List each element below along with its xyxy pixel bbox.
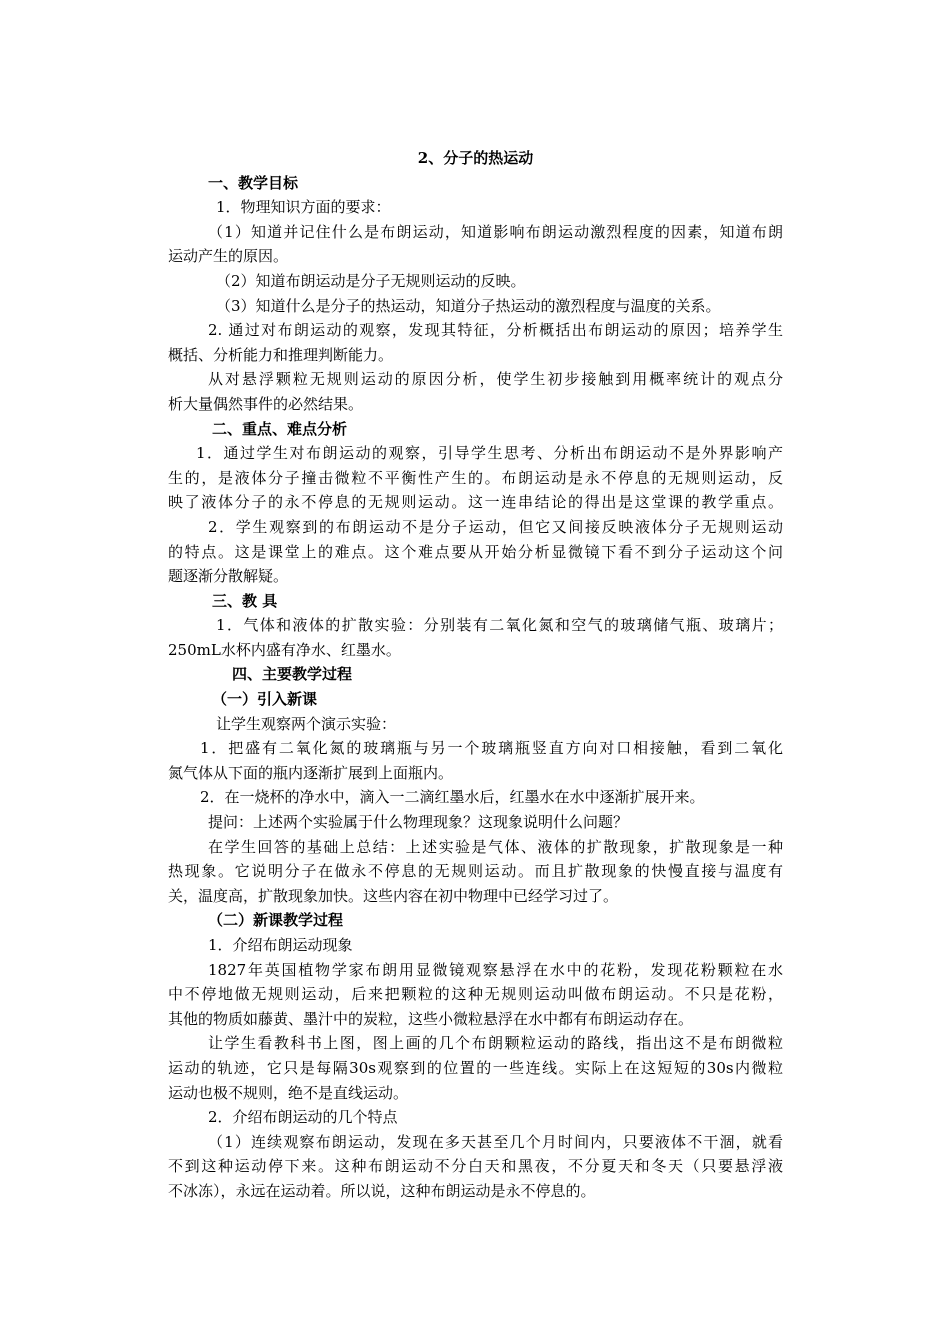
paragraph-line: 1827年英国植物学家布朗用显微镜观察悬浮在水中的花粉，发现花粉颗粒在水 xyxy=(208,960,783,979)
paragraph-line: 1．气体和液体的扩散实验：分别装有二氧化氮和空气的玻璃储气瓶、玻璃片； xyxy=(216,616,783,635)
paragraph-line: 的特点。这是课堂上的难点。这个难点要从开始分析显微镜下看不到分子运动这个问 xyxy=(168,542,783,561)
heading-teaching-goals: 一、教学目标 xyxy=(208,173,299,192)
paragraph-line: 不冰冻），永远在运动着。所以说，这种布朗运动是永不停息的。 xyxy=(168,1181,596,1200)
paragraph-line: 1．物理知识方面的要求： xyxy=(216,198,391,217)
paragraph-line: 在学生回答的基础上总结：上述实验是气体、液体的扩散现象，扩散现象是一种 xyxy=(208,837,783,856)
heading-teaching-aids: 三、教 具 xyxy=(212,591,278,610)
paragraph-line: 2．学生观察到的布朗运动不是分子运动，但它又间接反映液体分子无规则运动 xyxy=(208,517,783,536)
paragraph-line: 不到这种运动停下来。这种布朗运动不分白天和黑夜，不分夏天和冬天（只要悬浮液 xyxy=(168,1157,783,1176)
paragraph-line: 让学生观察两个演示实验： xyxy=(216,714,397,733)
paragraph-line: 2. 通过对布朗运动的观察，发现其特征，分析概括出布朗运动的原因；培养学生 xyxy=(208,321,783,340)
paragraph-line: 让学生看教科书上图，图上画的几个布朗颗粒运动的路线，指出这不是布朗微粒 xyxy=(208,1034,783,1053)
paragraph-line: 运动也极不规则，绝不是直线运动。 xyxy=(168,1083,409,1102)
paragraph-line: 2．介绍布朗运动的几个特点 xyxy=(208,1108,398,1127)
paragraph-line: （3）知道什么是分子的热运动，知道分子热运动的激烈程度与温度的关系。 xyxy=(216,296,721,315)
paragraph-line: 1．通过学生对布朗运动的观察，引导学生思考、分析出布朗运动不是外界影响产 xyxy=(196,444,783,463)
paragraph-line: （1）连续观察布朗运动，发现在多天甚至几个月时间内，只要液体不干涸，就看 xyxy=(208,1132,783,1151)
paragraph-line: （1）知道并记住什么是布朗运动，知道影响布朗运动激烈程度的因素，知道布朗 xyxy=(208,222,783,241)
paragraph-line: 中不停地做无规则运动，后来把颗粒的这种无规则运动叫做布朗运动。不只是花粉， xyxy=(168,985,783,1004)
paragraph-line: 1．介绍布朗运动现象 xyxy=(208,936,353,954)
paragraph-line: 其他的物质如藤黄、墨汁中的炭粒，这些小微粒悬浮在水中都有布朗运动存在。 xyxy=(168,1009,694,1028)
paragraph-line: 热现象。它说明分子在做永不停息的无规则运动。而且扩散现象的快慢直接与温度有 xyxy=(168,862,783,881)
document-body xyxy=(168,146,783,1204)
paragraph-line: 运动的轨迹，它只是每隔30s观察到的位置的一些连线。实际上在这短短的30s内微粒 xyxy=(168,1058,783,1077)
paragraph-line: 提问：上述两个实验属于什么物理现象？这现象说明什么问题？ xyxy=(208,813,629,832)
paragraph-line: 概括、分析能力和推理判断能力。 xyxy=(168,345,394,364)
heading-key-points: 二、重点、难点分析 xyxy=(212,419,348,438)
paragraph-line: 250mL水杯内盛有净水、红墨水。 xyxy=(168,640,401,659)
document-title: 2、分子的热运动 xyxy=(417,149,534,167)
paragraph-line: （2）知道布朗运动是分子无规则运动的反映。 xyxy=(216,271,526,290)
heading-teaching-process: 四、主要教学过程 xyxy=(232,665,353,684)
paragraph-line: 1．把盛有二氧化氮的玻璃瓶与另一个玻璃瓶竖直方向对口相接触，看到二氧化 xyxy=(200,739,783,758)
paragraph-line: 题逐渐分散解疑。 xyxy=(168,567,289,586)
subheading-introduction: （一）引入新课 xyxy=(212,690,318,709)
paragraph-line: 运动产生的原因。 xyxy=(168,247,289,266)
subheading-new-lesson: （二）新课教学过程 xyxy=(208,911,344,930)
paragraph-line: 氮气体从下面的瓶内逐渐扩展到上面瓶内。 xyxy=(168,763,454,782)
paragraph-line: 从对悬浮颗粒无规则运动的原因分析，使学生初步接触到用概率统计的观点分 xyxy=(208,370,783,389)
paragraph-line: 映了液体分子的永不停息的无规则运动。这一连串结论的得出是这堂课的教学重点。 xyxy=(168,493,783,512)
paragraph-line: 生的，是液体分子撞击微粒不平衡性产生的。布朗运动是永不停息的无规则运动，反 xyxy=(168,468,783,487)
paragraph-line: 2．在一烧杯的净水中，滴入一二滴红墨水后，红墨水在水中逐渐扩展开来。 xyxy=(200,788,705,807)
paragraph-line: 关，温度高，扩散现象加快。这些内容在初中物理中已经学习过了。 xyxy=(168,886,619,905)
paragraph-line: 析大量偶然事件的必然结果。 xyxy=(168,394,364,413)
